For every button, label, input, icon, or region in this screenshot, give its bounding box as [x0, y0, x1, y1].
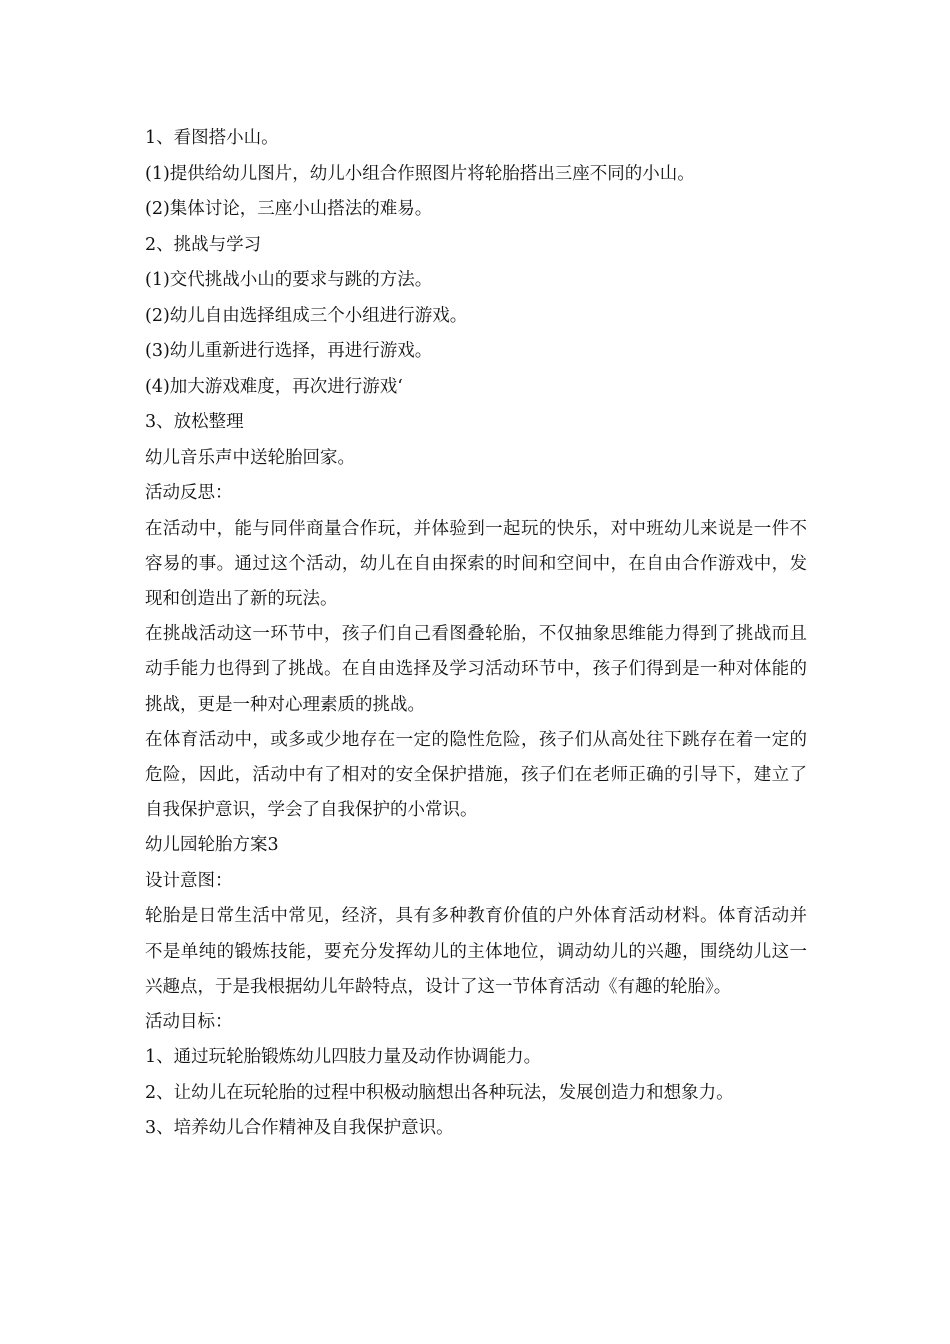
step-2-item-1: (1)交代挑战小山的要求与跳的方法。 — [145, 270, 433, 290]
goal-item-2: 2、让幼儿在玩轮胎的过程中积极动脑想出各种玩法，发展创造力和想象力。 — [145, 1082, 734, 1103]
step-2-item-2: (2)幼儿自由选择组成三个小组进行游戏。 — [145, 305, 468, 326]
design-intent-paragraph: 轮胎是日常生活中常见，经济，具有多种教育价值的户外体育活动材料。体育活动并不是单纯的锻炼技能，要充分发挥幼儿的主体地位，调动幼儿的兴趣，围绕幼儿这一兴趣点，于是我根据幼儿年龄特点，设计了这一节体育活动《有趣的轮胎》。 — [145, 906, 807, 997]
reflection-paragraph-2: 在挑战活动这一环节中，孩子们自己看图叠轮胎，不仅抽象思维能力得到了挑战而且动手能力也得到了挑战。在自由选择及学习活动环节中，孩子们得到是一种对体能的挑战，更是一种对心理素质的挑战。 — [145, 624, 807, 715]
step-1-item-2: (2)集体讨论，三座小山搭法的难易。 — [145, 199, 433, 219]
document-page — [145, 121, 807, 1147]
step-1-item-1: (1)提供给幼儿图片，幼儿小组合作照图片将轮胎搭出三座不同的小山。 — [145, 163, 695, 184]
reflection-paragraph-1: 在活动中，能与同伴商量合作玩，并体验到一起玩的快乐，对中班幼儿来说是一件不容易的事。通过这个活动，幼儿在自由探索的时间和空间中，在自由合作游戏中，发现和创造出了新的玩法。 — [145, 518, 807, 609]
design-intent-heading: 设计意图： — [145, 870, 233, 891]
activity-goals-heading: 活动目标： — [145, 1011, 233, 1032]
plan-3-title: 幼儿园轮胎方案3 — [145, 835, 279, 856]
step-2-item-4: (4)加大游戏难度，再次进行游戏‘ — [145, 376, 403, 397]
step-3-heading: 3、放松整理 — [145, 412, 244, 432]
reflection-paragraph-3: 在体育活动中，或多或少地存在一定的隐性危险，孩子们从高处往下跳存在着一定的危险，因此，活动中有了相对的安全保护措施，孩子们在老师正确的引导下，建立了自我保护意识，学会了自我保护的小常识。 — [145, 729, 807, 821]
step-1-heading: 1、看图搭小山。 — [145, 128, 279, 148]
step-3-text: 幼儿音乐声中送轮胎回家。 — [145, 447, 355, 468]
goal-item-3: 3、培养幼儿合作精神及自我保护意识。 — [145, 1118, 454, 1139]
reflection-heading: 活动反思： — [145, 483, 233, 503]
goal-item-1: 1、通过玩轮胎锻炼幼儿四肢力量及动作协调能力。 — [145, 1047, 542, 1068]
step-2-heading: 2、挑战与学习 — [145, 234, 262, 255]
step-2-item-3: (3)幼儿重新进行选择，再进行游戏。 — [145, 341, 433, 361]
